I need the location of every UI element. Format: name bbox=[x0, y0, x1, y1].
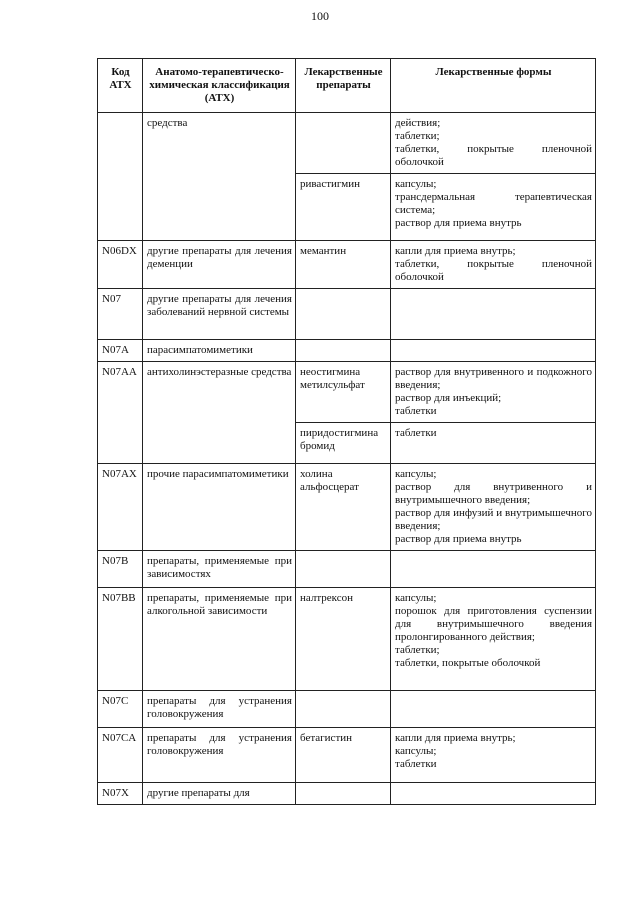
classification-cell: препараты, применяемые при зависимостях bbox=[143, 551, 296, 588]
atx-code-cell: N07X bbox=[98, 783, 143, 805]
dosage-form-item: капли для приема внутрь; bbox=[395, 732, 516, 744]
dosage-form-item: раствор для внутривенного и подкожного введения; bbox=[395, 366, 592, 391]
drug-cell: мемантин bbox=[296, 241, 391, 289]
classification-cell: антихолинэстеразные средства bbox=[143, 362, 296, 464]
drug-cell bbox=[296, 783, 391, 805]
dosage-form-item: таблетки bbox=[395, 758, 437, 770]
forms-cell bbox=[391, 464, 596, 551]
classification-cell: препараты для устранения головокружения bbox=[143, 728, 296, 783]
dosage-form-item: капсулы; bbox=[395, 745, 437, 757]
classification-cell: другие препараты для лечения деменции bbox=[143, 241, 296, 289]
page-number: 100 bbox=[311, 9, 329, 23]
atx-code-cell: N06DX bbox=[98, 241, 143, 289]
table-row bbox=[98, 588, 596, 691]
forms-cell bbox=[391, 174, 596, 241]
atx-code-cell: N07B bbox=[98, 551, 143, 588]
forms-cell bbox=[391, 241, 596, 289]
classification-cell: парасимпатомиметики bbox=[143, 340, 296, 362]
dosage-form-item: капли для приема внутрь; bbox=[395, 245, 516, 257]
drug-cell: неостигмина метилсульфат bbox=[296, 362, 391, 423]
atx-code-cell: N07BB bbox=[98, 588, 143, 691]
table-row bbox=[98, 783, 596, 805]
forms-cell bbox=[391, 423, 596, 464]
drug-cell bbox=[296, 691, 391, 728]
table-row bbox=[98, 241, 596, 289]
table-row bbox=[98, 362, 596, 423]
forms-cell bbox=[391, 340, 596, 362]
dosage-form-item: раствор для инъекций; bbox=[395, 392, 502, 404]
classification-cell: средства bbox=[143, 113, 296, 241]
drug-cell: ривастигмин bbox=[296, 174, 391, 241]
table-row bbox=[98, 728, 596, 783]
atx-code-cell: N07AA bbox=[98, 362, 143, 464]
drug-cell: холина альфосцерат bbox=[296, 464, 391, 551]
header-drugs: Лекарственные препараты bbox=[296, 59, 391, 113]
table-row bbox=[98, 113, 596, 174]
dosage-form-item: раствор для инфузий и внутримышечного введения; bbox=[395, 507, 592, 532]
drug-cell bbox=[296, 551, 391, 588]
forms-cell bbox=[391, 691, 596, 728]
dosage-form-item: таблетки, покрытые пленочной оболочкой bbox=[395, 258, 592, 283]
dosage-form-item: раствор для приема внутрь bbox=[395, 533, 522, 545]
drug-cell bbox=[296, 113, 391, 174]
dosage-form-item: порошок для приготовления суспензии для внутримышечного введения пролонгированного действия; bbox=[395, 605, 592, 643]
classification-cell: другие препараты для лечения заболеваний нервной системы bbox=[143, 289, 296, 340]
dosage-form-item: таблетки bbox=[395, 427, 437, 439]
forms-cell bbox=[391, 362, 596, 423]
drug-cell: бетагистин bbox=[296, 728, 391, 783]
classification-cell: препараты для устранения головокружения bbox=[143, 691, 296, 728]
drug-cell: налтрексон bbox=[296, 588, 391, 691]
forms-cell bbox=[391, 551, 596, 588]
table-row bbox=[98, 289, 596, 340]
atx-code-cell: N07C bbox=[98, 691, 143, 728]
header-code: Код АТХ bbox=[98, 59, 143, 113]
atx-code-cell bbox=[98, 113, 143, 241]
table-row bbox=[98, 464, 596, 551]
dosage-form-item: капсулы; bbox=[395, 178, 437, 190]
table-header-row bbox=[98, 59, 596, 113]
atx-code-cell: N07 bbox=[98, 289, 143, 340]
dosage-form-item: трансдермальная терапевтическая система; bbox=[395, 191, 592, 216]
dosage-form-item: капсулы; bbox=[395, 468, 437, 480]
classification-cell: препараты, применяемые при алкогольной зависимости bbox=[143, 588, 296, 691]
atx-code-cell: N07AX bbox=[98, 464, 143, 551]
dosage-form-item: таблетки, покрытые пленочной оболочкой bbox=[395, 143, 592, 168]
atx-code-cell: N07CA bbox=[98, 728, 143, 783]
dosage-form-item: капсулы; bbox=[395, 592, 437, 604]
atx-code-cell: N07A bbox=[98, 340, 143, 362]
dosage-form-item: действия; bbox=[395, 117, 441, 129]
forms-cell bbox=[391, 783, 596, 805]
atx-table bbox=[97, 58, 596, 805]
header-classification: Анатомо-терапевтическо-химическая классификация (АТХ) bbox=[143, 59, 296, 113]
dosage-form-item: раствор для приема внутрь bbox=[395, 217, 522, 229]
dosage-form-item: таблетки, покрытые оболочкой bbox=[395, 657, 541, 669]
table-row bbox=[98, 691, 596, 728]
dosage-form-item: раствор для внутривенного и внутримышечного введения; bbox=[395, 481, 592, 506]
forms-cell bbox=[391, 289, 596, 340]
dosage-form-item: таблетки; bbox=[395, 130, 440, 142]
forms-cell bbox=[391, 113, 596, 174]
header-forms: Лекарственные формы bbox=[391, 59, 596, 113]
forms-cell bbox=[391, 588, 596, 691]
drug-cell: пиридостигмина бромид bbox=[296, 423, 391, 464]
classification-cell: другие препараты для bbox=[143, 783, 296, 805]
table-row bbox=[98, 551, 596, 588]
table-row bbox=[98, 340, 596, 362]
dosage-form-item: таблетки bbox=[395, 405, 437, 417]
drug-cell bbox=[296, 340, 391, 362]
drug-cell bbox=[296, 289, 391, 340]
forms-cell bbox=[391, 728, 596, 783]
classification-cell: прочие парасимпатомиметики bbox=[143, 464, 296, 551]
dosage-form-item: таблетки; bbox=[395, 644, 440, 656]
